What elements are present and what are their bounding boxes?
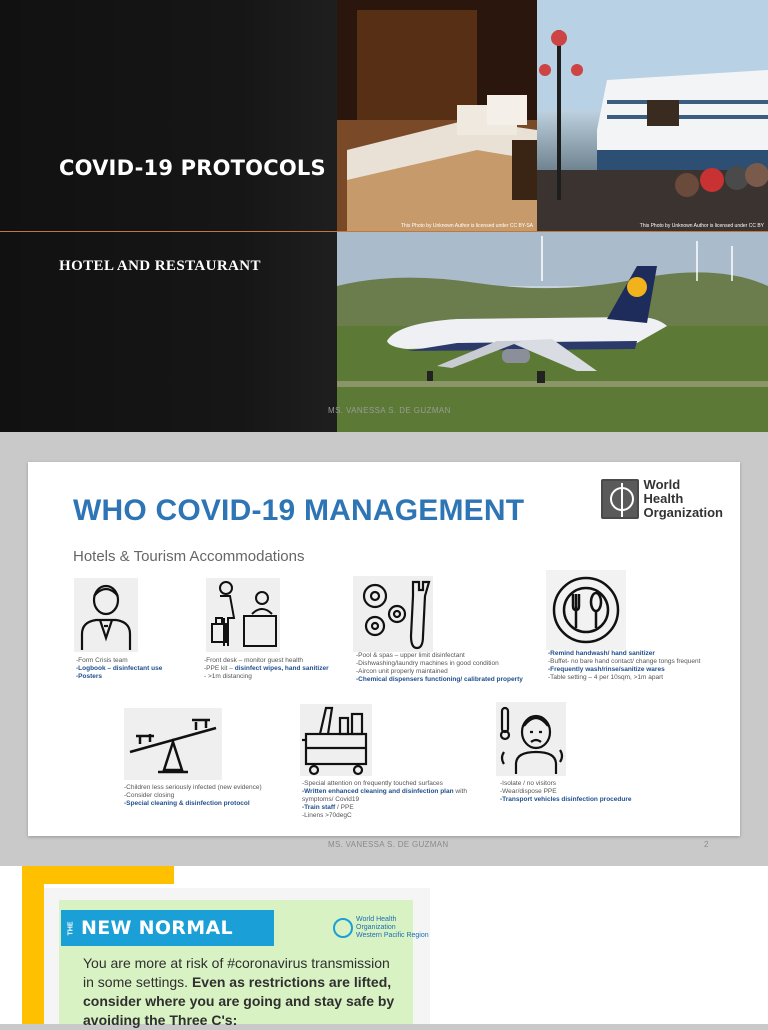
accent-bar-left (22, 866, 44, 1024)
cleaning-cart-icon (300, 704, 372, 776)
new-normal-banner (61, 910, 274, 946)
title-slide (0, 0, 768, 432)
businessman-icon (74, 578, 138, 652)
notes-front-desk (204, 657, 354, 681)
note-line: -Train staff / PPE (302, 804, 354, 811)
who-logo-line2: Organization (356, 924, 396, 931)
note-line: -Posters (76, 673, 103, 680)
note-line: -Table setting – 4 per 10sqm, >1m apart (548, 674, 664, 681)
gears-wrench-icon (353, 576, 433, 652)
note-line: -Children less seriously infected (new evidence) (124, 784, 262, 791)
photo-credit[interactable]: This Photo by Unknown Author is licensed under CC BY-SA (400, 223, 533, 229)
page-number: 2 (704, 840, 709, 849)
notes-facilities (356, 652, 526, 684)
note-line: -Special cleaning & disinfection protocol (124, 800, 250, 807)
note-line: -Wear/dispose PPE (500, 788, 557, 795)
photo-credit[interactable]: This Photo by Unknown Author is licensed under CC BY (639, 223, 764, 229)
banner-title: NEW NORMAL (81, 917, 233, 939)
note-line: -PPE kit – disinfect wipes, hand sanitizer (204, 665, 329, 672)
who-management-slide (28, 462, 740, 836)
notes-isolation (500, 780, 675, 804)
note-line: -Transport vehicles disinfection procedure (500, 796, 632, 803)
note-line: - >1m distancing (204, 673, 252, 680)
body-bold: Even as restrictions are lifted, consider where you are going and stay safe by avoiding the Three C's: (83, 974, 395, 1028)
who-wpro-logo (333, 916, 429, 940)
note-line: -Consider closing (124, 792, 175, 799)
who-logo-line2: Organization (643, 505, 723, 520)
note-line: -Dishwashing/laundry machines in good condition (356, 660, 499, 667)
who-logo-line1: World Health (643, 477, 684, 506)
author-footer: MS. VANESSA S. DE GUZMAN (328, 840, 449, 849)
who-logo-line1: World Health (356, 916, 397, 923)
body-line: You are more at risk of #coronavirus transmission in some settings. (83, 955, 390, 990)
note-line: -Chemical dispensers functioning/ calibrated property (356, 676, 523, 683)
cruise-port-photo (537, 0, 768, 231)
who-emblem-icon (601, 479, 639, 519)
slide-title: COVID-19 PROTOCOLS (59, 156, 326, 180)
note-line: -Frequently wash/rinse/sanitize wares (548, 666, 665, 673)
seesaw-icon (124, 708, 222, 780)
note-line: -Form Crisis team (76, 657, 128, 664)
note-line: -Isolate / no visitors (500, 780, 556, 787)
note-line: -Front desk – monitor guest health (204, 657, 303, 664)
note-line: -Written enhanced cleaning and disinfection plan with symptoms/ Covid19 (302, 788, 467, 803)
poster-body-text (83, 954, 403, 1030)
note-line: -Logbook – disinfectant use (76, 665, 163, 672)
author-footer: MS. VANESSA S. DE GUZMAN (328, 406, 451, 415)
airplane-photo (337, 231, 768, 432)
slide-title: WHO COVID-19 MANAGEMENT (73, 494, 525, 527)
notes-cleaning (302, 780, 472, 820)
note-line: -Special attention on frequently touched surfaces (302, 780, 443, 787)
front-desk-icon (206, 578, 280, 652)
new-normal-slide (0, 866, 768, 1028)
banner-the: THE (67, 921, 75, 935)
slide-subtitle: HOTEL AND RESTAURANT (59, 258, 261, 274)
note-line: -Aircon unit properly maintained (356, 668, 448, 675)
note-line: -Remind handwash/ hand sanitizer (548, 650, 655, 657)
who-emblem-icon (333, 918, 353, 938)
hotel-room-photo (337, 0, 537, 231)
sick-person-icon (496, 702, 566, 776)
note-line: -Buffet- no bare hand contact/ change tongs frequent (548, 658, 701, 665)
who-logo (601, 478, 723, 520)
plate-cutlery-icon (546, 570, 626, 650)
note-line: -Pool & spas – upper limit disinfectant (356, 652, 465, 659)
slide-subtitle: Hotels & Tourism Accommodations (73, 548, 305, 565)
notes-children (124, 784, 289, 808)
title-divider (0, 231, 768, 232)
notes-crisis (76, 657, 196, 681)
who-logo-line3: Western Pacific Region (356, 932, 429, 939)
title-panel (0, 0, 340, 432)
note-line: -Linens >70degC (302, 812, 352, 819)
accent-bar-top (22, 866, 174, 884)
notes-dining (548, 650, 723, 682)
